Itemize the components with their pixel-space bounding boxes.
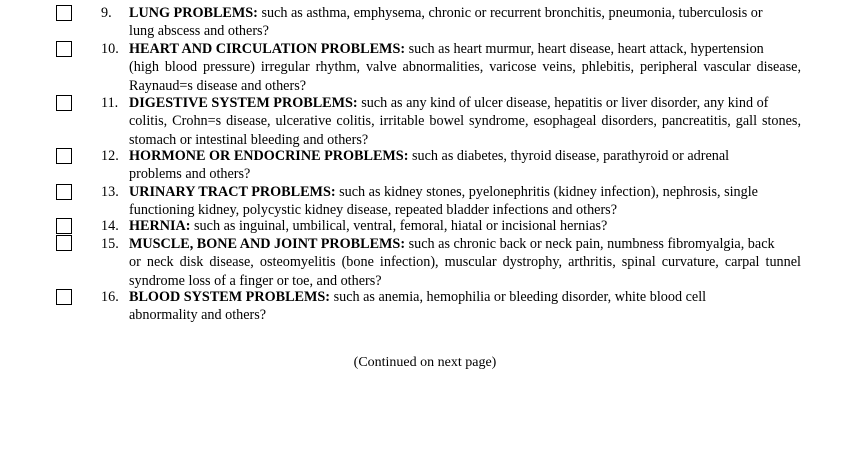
item-heading: LUNG PROBLEMS: xyxy=(129,5,258,21)
item-number: 16. xyxy=(101,289,119,305)
item-heading: MUSCLE, BONE AND JOINT PROBLEMS: xyxy=(129,236,406,252)
item-text-continued: (high blood pressure) irregular rhythm, valve abnormalities, varicose veins, phlebitis, peripheral vascular disease, Raynaud=s disease and others? xyxy=(129,59,801,94)
item-text: such as kidney stones, pyelonephritis (kidney infection), nephrosis, single xyxy=(335,184,758,200)
question-item-9 xyxy=(101,4,801,41)
question-item-16 xyxy=(101,288,801,325)
item-text: such as any kind of ulcer disease, hepatitis or liver disorder, any kind of xyxy=(357,95,769,111)
item-heading: DIGESTIVE SYSTEM PROBLEMS: xyxy=(129,95,358,111)
item-text: such as anemia, hemophilia or bleeding disorder, white blood cell xyxy=(330,289,707,305)
item-number: 13. xyxy=(101,184,119,200)
item-number: 9. xyxy=(101,5,112,21)
item-text-continued: functioning kidney, polycystic kidney disease, repeated bladder infections and others? xyxy=(129,202,617,219)
item-number: 10. xyxy=(101,41,119,57)
item-text: such as asthma, emphysema, chronic or recurrent bronchitis, pneumonia, tuberculosis or xyxy=(257,5,763,21)
question-item-14 xyxy=(101,217,801,235)
item-text-continued: problems and others? xyxy=(129,166,251,183)
item-heading: HORMONE OR ENDOCRINE PROBLEMS: xyxy=(129,148,409,164)
continued-footer: (Continued on next page) xyxy=(353,355,497,370)
item-heading: HERNIA: xyxy=(129,218,191,234)
item-text-continued: lung abscess and others? xyxy=(129,23,269,40)
item-number: 15. xyxy=(101,236,119,252)
item-heading: HEART AND CIRCULATION PROBLEMS: xyxy=(129,41,406,57)
checkbox-heart-circulation-problems[interactable] xyxy=(56,41,72,57)
checkbox-hernia[interactable] xyxy=(56,218,72,234)
question-item-12 xyxy=(101,147,801,184)
item-number: 14. xyxy=(101,218,119,234)
item-text: such as diabetes, thyroid disease, parathyroid or adrenal xyxy=(408,148,730,164)
item-number: 11. xyxy=(101,95,119,111)
question-item-11 xyxy=(101,94,801,149)
checkbox-digestive-system-problems[interactable] xyxy=(56,95,72,111)
checkbox-urinary-tract-problems[interactable] xyxy=(56,184,72,200)
item-number: 12. xyxy=(101,148,119,164)
item-text: such as inguinal, umbilical, ventral, femoral, hiatal or incisional hernias? xyxy=(190,218,608,234)
item-text: such as chronic back or neck pain, numbness fibromyalgia, back xyxy=(405,236,775,252)
item-text-continued: abnormality and others? xyxy=(129,307,267,324)
checkbox-blood-system-problems[interactable] xyxy=(56,289,72,305)
question-item-13 xyxy=(101,183,801,220)
checkbox-hormone-endocrine-problems[interactable] xyxy=(56,148,72,164)
question-item-15 xyxy=(101,235,801,290)
checkbox-lung-problems[interactable] xyxy=(56,5,72,21)
item-heading: URINARY TRACT PROBLEMS: xyxy=(129,184,336,200)
question-item-10 xyxy=(101,40,801,95)
item-text: such as heart murmur, heart disease, heart attack, hypertension xyxy=(405,41,764,57)
item-text-continued: colitis, Crohn=s disease, ulcerative colitis, irritable bowel syndrome, esophageal disorders, pancreatitis, gall stones, stomach or intestinal bleeding and others? xyxy=(129,113,801,148)
item-heading: BLOOD SYSTEM PROBLEMS: xyxy=(129,289,331,305)
checkbox-muscle-bone-joint-problems[interactable] xyxy=(56,235,72,251)
item-text-continued: or neck disk disease, osteomyelitis (bone infection), muscular dystrophy, arthritis, spinal curvature, carpal tunnel syndrome loss of a finger or toe, and others? xyxy=(129,254,801,289)
